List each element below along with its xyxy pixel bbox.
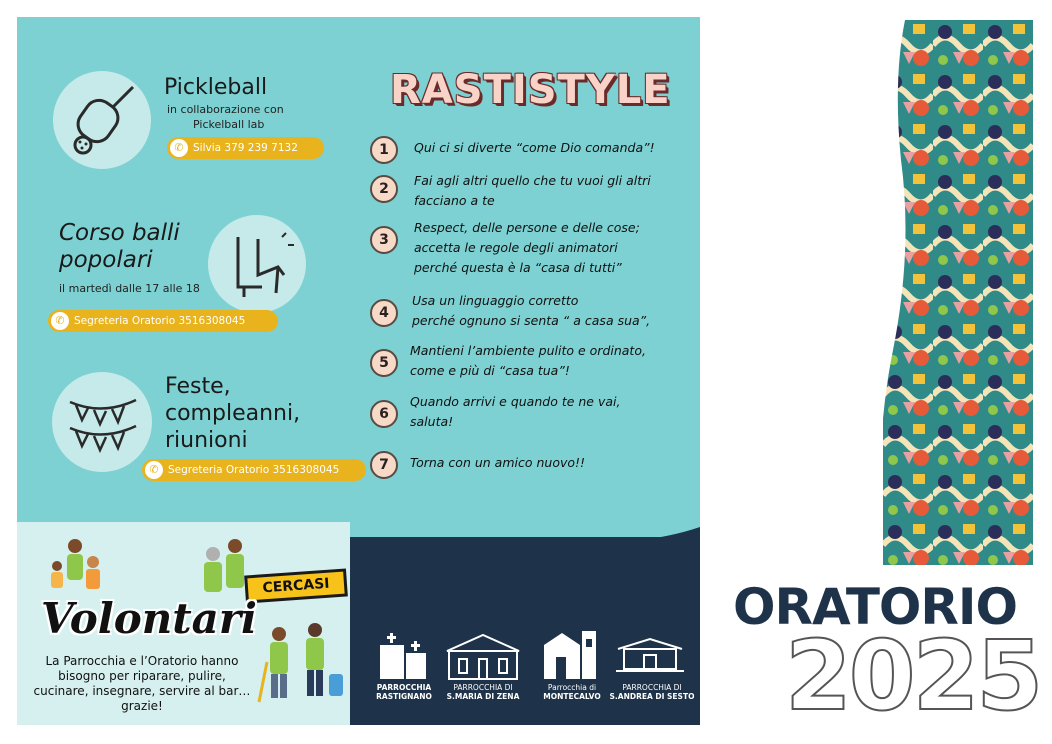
pickleball-circle	[53, 71, 151, 169]
dance-contact-pill[interactable]	[48, 310, 278, 332]
dance-shoes-icon	[208, 215, 306, 313]
parties-title-line2: compleanni,	[165, 401, 301, 426]
phone-icon: ✆	[145, 461, 163, 479]
rule-number: 5	[370, 349, 398, 377]
church-rastignano-icon	[376, 629, 432, 679]
phone-icon: ✆	[170, 139, 188, 157]
volunteers-section	[17, 522, 350, 725]
pickleball-paddle-icon	[53, 71, 151, 169]
rules-list	[370, 136, 690, 486]
rule-text: Qui ci si diverte “come Dio comanda”!	[414, 140, 655, 155]
parties-contact: Segreteria Oratorio 3516308045	[168, 464, 340, 476]
cercasi-badge	[244, 568, 348, 603]
rule-number: 7	[370, 451, 398, 479]
cleaning-volunteers-icon	[257, 622, 347, 712]
rule-number: 2	[370, 175, 398, 203]
parties-title-line3: riunioni	[165, 428, 248, 453]
parishes-section	[350, 537, 700, 725]
rule-number: 3	[370, 226, 398, 254]
rule-text: Quando arrivi e quando te ne vai, saluta!	[410, 394, 621, 429]
rule-number: 4	[370, 299, 398, 327]
dance-title-line2: popolari	[59, 247, 153, 273]
dance-title-line1: Corso balli	[59, 220, 180, 246]
parties-circle	[52, 372, 152, 472]
cover-year: 2025	[785, 620, 1041, 732]
volunteers-text: La Parrocchia e l’Oratorio hanno bisogno per riparare, pulire, cucinare, insegnare, servire al bar… grazie!	[33, 654, 251, 713]
dance-circle	[208, 215, 306, 313]
dance-schedule: il martedì dalle 17 alle 18	[59, 282, 200, 295]
rule-number: 1	[370, 136, 398, 164]
pickleball-subtitle: in collaborazione con	[167, 103, 284, 116]
rule-text: Mantieni l’ambiente pulito e ordinato, come e più di “casa tua”!	[410, 343, 646, 378]
church-zena-icon	[443, 631, 523, 681]
dance-contact: Segreteria Oratorio 3516308045	[74, 315, 246, 327]
rule-text: Fai agli altri quello che tu vuoi gli altri facciano a te	[414, 173, 651, 208]
phone-icon: ✆	[51, 312, 69, 330]
pickleball-title: Pickleball	[164, 75, 268, 100]
pickleball-contact: Silvia 379 239 7132	[193, 142, 298, 154]
rules-title: RASTISTYLE	[390, 67, 671, 113]
cercasi-label: CERCASI	[247, 572, 344, 601]
parish-label-sesto: PARROCCHIA DI S.ANDREA DI SESTO	[609, 683, 695, 701]
doodle-artwork	[883, 20, 1033, 565]
parties-title-line1: Feste,	[165, 374, 231, 399]
bunting-icon	[52, 372, 152, 472]
pickleball-partner: Pickelball lab	[193, 118, 265, 131]
parish-label-montecalvo: Parrocchia di MONTECALVO	[543, 683, 601, 701]
rule-text: Respect, delle persone e delle cose; accetta le regole degli animatori perché questa è la “casa di tutti”	[414, 220, 640, 275]
rule-text: Usa un linguaggio corretto perché ognuno si senta “ a casa sua”,	[412, 293, 651, 328]
parish-label-rastignano: PARROCCHIA RASTIGNANO	[376, 683, 432, 701]
sports-doodle-pattern	[883, 20, 1033, 565]
parish-label-zena: PARROCCHIA DI S.MARIA DI ZENA	[446, 683, 520, 701]
parties-contact-pill[interactable]	[142, 459, 366, 481]
rule-text: Torna con un amico nuovo!!	[410, 455, 586, 470]
volunteers-title: Volontari	[41, 594, 257, 643]
church-sesto-icon	[614, 635, 686, 675]
rule-number: 6	[370, 400, 398, 428]
cover-title: ORATORIO	[733, 578, 1018, 636]
church-montecalvo-icon	[538, 623, 606, 681]
pickleball-contact-pill[interactable]	[167, 137, 324, 159]
